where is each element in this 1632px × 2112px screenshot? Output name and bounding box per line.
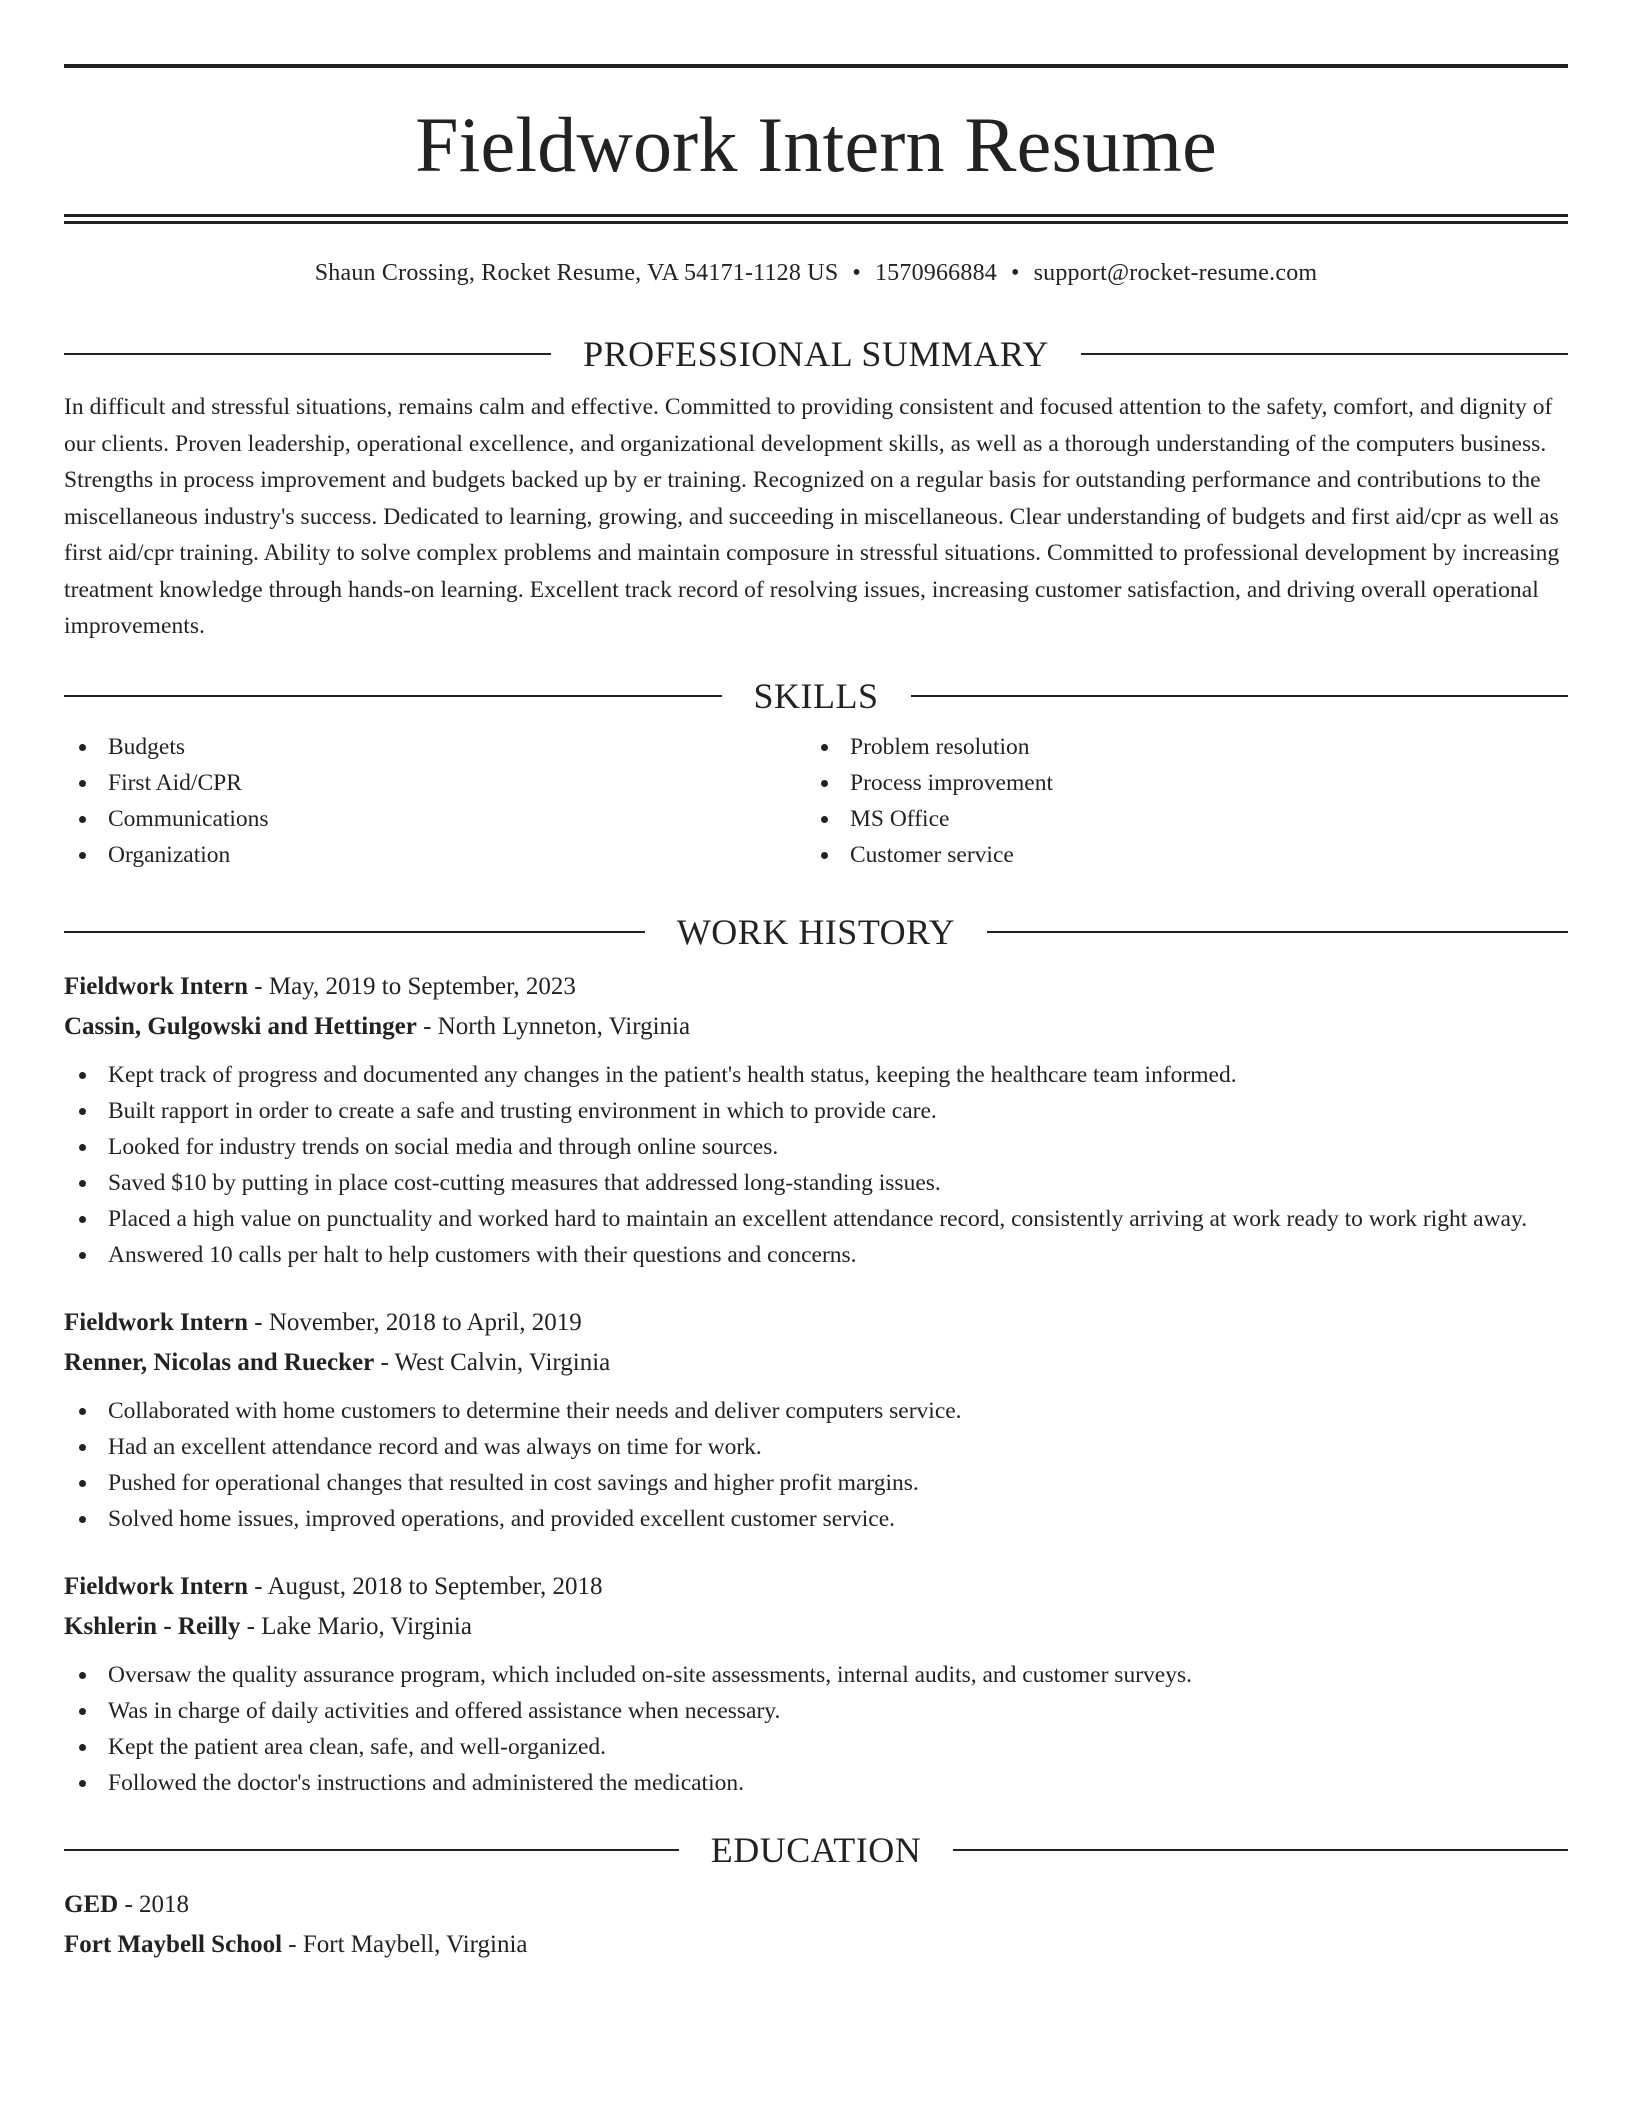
section-rule-left xyxy=(64,931,645,933)
contact-line xyxy=(64,260,1568,287)
job-duty: Looked for industry trends on social media and through online sources. xyxy=(64,1129,1568,1165)
contact-address: Shaun Crossing, Rocket Resume, VA 54171-1128 US xyxy=(314,260,839,286)
job-title: Fieldwork Intern xyxy=(64,972,249,1000)
skill-item: Organization xyxy=(64,837,806,873)
job-title: Fieldwork Intern xyxy=(64,1308,249,1336)
skill-item: Problem resolution xyxy=(806,729,1548,765)
skill-item: Budgets xyxy=(64,729,806,765)
contact-separator: • xyxy=(852,260,861,286)
job-title-line xyxy=(64,1567,1568,1607)
skill-item: First Aid/CPR xyxy=(64,765,806,801)
section-title-work: WORK HISTORY xyxy=(676,911,956,952)
education-year: - 2018 xyxy=(118,1890,190,1918)
job-duty: Kept the patient area clean, safe, and well-organized. xyxy=(64,1729,1568,1765)
job-duty: Followed the doctor's instructions and administered the medication. xyxy=(64,1765,1568,1801)
job-duty: Pushed for operational changes that resulted in cost savings and higher profit margins. xyxy=(64,1465,1568,1501)
job-duty: Placed a high value on punctuality and worked hard to maintain an excellent attendance record, consistently arriving at work ready to work right away. xyxy=(64,1201,1568,1237)
skills-column-left xyxy=(64,729,806,873)
job-company-line xyxy=(64,1607,1568,1647)
skill-item: Process improvement xyxy=(806,765,1548,801)
skill-item: MS Office xyxy=(806,801,1548,837)
skill-item: Communications xyxy=(64,801,806,837)
skills-list xyxy=(64,729,1568,873)
top-rule xyxy=(64,64,1568,68)
section-title-summary: PROFESSIONAL SUMMARY xyxy=(583,334,1049,374)
job-duty: Answered 10 calls per halt to help customers with their questions and concerns. xyxy=(64,1237,1568,1273)
section-title-education: EDUCATION xyxy=(710,1829,922,1870)
job-duty: Had an excellent attendance record and was always on time for work. xyxy=(64,1429,1568,1465)
education-degree-line xyxy=(64,1885,1568,1925)
job-duty: Solved home issues, improved operations, and provided excellent customer service. xyxy=(64,1501,1568,1537)
contact-separator: • xyxy=(1010,260,1020,286)
skill-item: Customer service xyxy=(806,837,1548,873)
section-rule-right xyxy=(1081,353,1568,355)
section-rule-right xyxy=(911,695,1569,697)
education-school-line xyxy=(64,1925,1568,1965)
job-duty: Was in charge of daily activities and offered assistance when necessary. xyxy=(64,1693,1568,1729)
education-degree: GED xyxy=(64,1890,119,1918)
section-rule-left xyxy=(64,1849,679,1851)
education-school: Fort Maybell School xyxy=(64,1930,283,1958)
job-dates: - May, 2019 to September, 2023 xyxy=(248,972,576,1000)
job-location: - Lake Mario, Virginia xyxy=(240,1612,472,1640)
job-company: Renner, Nicolas and Ruecker xyxy=(64,1348,375,1376)
job-dates: - November, 2018 to April, 2019 xyxy=(248,1308,582,1336)
job-company-line xyxy=(64,1007,1568,1047)
job-title: Fieldwork Intern xyxy=(64,1572,249,1600)
job-location: - West Calvin, Virginia xyxy=(374,1348,611,1376)
job-duties-list xyxy=(64,1393,1568,1537)
section-rule-right xyxy=(987,931,1568,933)
contact-phone: 1570966884 xyxy=(874,260,997,286)
education-location: - Fort Maybell, Virginia xyxy=(282,1930,528,1958)
section-rule-left xyxy=(64,695,722,697)
job-duty: Collaborated with home customers to determine their needs and deliver computers service. xyxy=(64,1393,1568,1429)
job-entry xyxy=(64,1567,1568,1801)
resume-title: Fieldwork Intern Resume xyxy=(415,101,1217,188)
job-duty: Kept track of progress and documented any changes in the patient's health status, keeping the healthcare team informed. xyxy=(64,1057,1568,1093)
contact-email: support@rocket-resume.com xyxy=(1033,260,1318,286)
section-heading-education xyxy=(64,1829,1568,1871)
job-company-line xyxy=(64,1343,1568,1383)
title-double-rule xyxy=(64,214,1568,224)
section-heading-summary xyxy=(64,333,1568,375)
job-company: Kshlerin - Reilly xyxy=(64,1612,241,1640)
job-entry xyxy=(64,1303,1568,1537)
job-company: Cassin, Gulgowski and Hettinger xyxy=(64,1012,417,1040)
job-location: - North Lynneton, Virginia xyxy=(416,1012,691,1040)
job-dates: - August, 2018 to September, 2018 xyxy=(248,1572,603,1600)
job-title-line xyxy=(64,967,1568,1007)
section-title-skills: SKILLS xyxy=(753,675,879,716)
education-entry xyxy=(64,1885,1568,1965)
job-entry xyxy=(64,967,1568,1273)
job-duties-list xyxy=(64,1057,1568,1273)
skills-column-right xyxy=(806,729,1548,873)
section-heading-work xyxy=(64,911,1568,953)
job-duties-list xyxy=(64,1657,1568,1801)
job-duty: Oversaw the quality assurance program, which included on-site assessments, internal audits, and customer surveys. xyxy=(64,1657,1568,1693)
job-title-line xyxy=(64,1303,1568,1343)
job-duty: Saved $10 by putting in place cost-cutting measures that addressed long-standing issues. xyxy=(64,1165,1568,1201)
section-rule-left xyxy=(64,353,551,355)
section-heading-skills xyxy=(64,675,1568,717)
job-duty: Built rapport in order to create a safe and trusting environment in which to provide care. xyxy=(64,1093,1568,1129)
summary-paragraph: In difficult and stressful situations, remains calm and effective. Committed to providing consistent and focused attention to the safety, comfort, and dignity of our clients. Proven leadership, operational excellence, and organizational development skills, as well as a thorough understanding of the computers business. Strengths in process improvement and budgets backed up by er training. Recognized on a regular basis for outstanding performance and contributions to the miscellaneous industry's success. Dedicated to learning, growing, and succeeding in miscellaneous. Clear understanding of budgets and first aid/cpr as well as first aid/cpr training. Ability to solve complex problems and maintain composure in stressful situations. Committed to professional development by increasing treatment knowledge through hands-on learning. Excellent track record of resolving issues, increasing customer satisfaction, and driving overall operational improvements. xyxy=(64,394,1560,639)
section-rule-right xyxy=(953,1849,1568,1851)
